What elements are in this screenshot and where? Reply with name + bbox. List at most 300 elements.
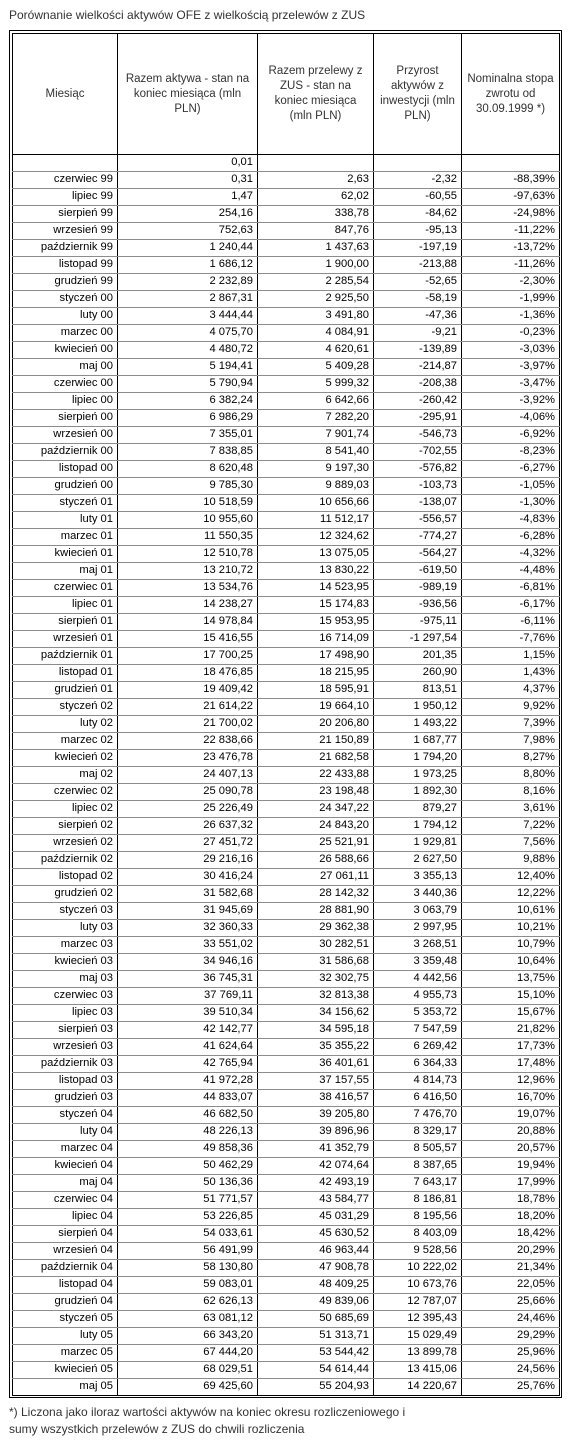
- cell-growth: 4 814,73: [374, 1073, 462, 1090]
- cell-assets: 30 416,24: [118, 869, 258, 886]
- cell-return-rate: -6,92%: [462, 427, 560, 444]
- cell-growth: 12 395,43: [374, 1311, 462, 1328]
- cell-month: sierpień 01: [13, 614, 118, 631]
- cell-transfers: 34 156,62: [258, 1005, 374, 1022]
- col-header-return-rate: Nominalna stopa zwrotu od 30.09.1999 *): [462, 34, 560, 155]
- cell-growth: 1 794,20: [374, 750, 462, 767]
- cell-return-rate: 20,88%: [462, 1124, 560, 1141]
- cell-growth: 10 222,02: [374, 1260, 462, 1277]
- cell-return-rate: 1,43%: [462, 665, 560, 682]
- cell-assets: 21 700,02: [118, 716, 258, 733]
- cell-transfers: 1 437,63: [258, 240, 374, 257]
- cell-growth: -564,27: [374, 546, 462, 563]
- cell-transfers: 25 521,91: [258, 835, 374, 852]
- cell-month: październik 03: [13, 1056, 118, 1073]
- cell-growth: -556,57: [374, 512, 462, 529]
- cell-growth: -47,36: [374, 308, 462, 325]
- cell-month: marzec 05: [13, 1345, 118, 1362]
- cell-assets: 50 136,36: [118, 1175, 258, 1192]
- cell-growth: 6 416,50: [374, 1090, 462, 1107]
- cell-assets: 18 476,85: [118, 665, 258, 682]
- cell-growth: -103,73: [374, 478, 462, 495]
- cell-growth: 2 997,95: [374, 920, 462, 937]
- table-row: [13, 1141, 560, 1158]
- cell-month: marzec 02: [13, 733, 118, 750]
- cell-return-rate: 21,82%: [462, 1022, 560, 1039]
- cell-growth: 8 186,81: [374, 1192, 462, 1209]
- cell-transfers: 53 544,42: [258, 1345, 374, 1362]
- cell-assets: 33 551,02: [118, 937, 258, 954]
- cell-growth: 1 794,12: [374, 818, 462, 835]
- cell-transfers: 21 150,89: [258, 733, 374, 750]
- cell-transfers: 7 282,20: [258, 410, 374, 427]
- cell-growth: 7 476,70: [374, 1107, 462, 1124]
- cell-month: październik 04: [13, 1260, 118, 1277]
- cell-month: wrzesień 01: [13, 631, 118, 648]
- table-row: [13, 1311, 560, 1328]
- cell-assets: 4 075,70: [118, 325, 258, 342]
- table-row: [13, 801, 560, 818]
- table-row: [13, 1124, 560, 1141]
- cell-growth: -213,88: [374, 257, 462, 274]
- cell-return-rate: -0,23%: [462, 325, 560, 342]
- cell-growth: -619,50: [374, 563, 462, 580]
- cell-assets: 24 407,13: [118, 767, 258, 784]
- table-row: [13, 835, 560, 852]
- cell-return-rate: 22,05%: [462, 1277, 560, 1294]
- cell-growth: 1 929,81: [374, 835, 462, 852]
- table-row: [13, 342, 560, 359]
- cell-growth: -576,82: [374, 461, 462, 478]
- table-row: [13, 563, 560, 580]
- cell-transfers: 31 586,68: [258, 954, 374, 971]
- cell-growth: 1 892,30: [374, 784, 462, 801]
- cell-month: wrzesień 99: [13, 223, 118, 240]
- cell-assets: 2 232,89: [118, 274, 258, 291]
- table-row: [13, 257, 560, 274]
- cell-assets: 3 444,44: [118, 308, 258, 325]
- cell-assets: 53 226,85: [118, 1209, 258, 1226]
- table-row: [13, 886, 560, 903]
- cell-growth: -774,27: [374, 529, 462, 546]
- cell-assets: 19 409,42: [118, 682, 258, 699]
- cell-transfers: 21 682,58: [258, 750, 374, 767]
- cell-growth: 13 899,78: [374, 1345, 462, 1362]
- cell-growth: -138,07: [374, 495, 462, 512]
- cell-month: marzec 01: [13, 529, 118, 546]
- table-row: [13, 155, 560, 172]
- table-row: [13, 172, 560, 189]
- cell-month: wrzesień 04: [13, 1243, 118, 1260]
- cell-assets: 7 355,01: [118, 427, 258, 444]
- cell-return-rate: -24,98%: [462, 206, 560, 223]
- table-row: [13, 699, 560, 716]
- cell-assets: 63 081,12: [118, 1311, 258, 1328]
- cell-return-rate: 12,96%: [462, 1073, 560, 1090]
- table-row: [13, 869, 560, 886]
- cell-assets: 15 416,55: [118, 631, 258, 648]
- cell-growth: 1 973,25: [374, 767, 462, 784]
- table-row: [13, 920, 560, 937]
- cell-month: styczeń 05: [13, 1311, 118, 1328]
- cell-growth: -1 297,54: [374, 631, 462, 648]
- cell-return-rate: 7,22%: [462, 818, 560, 835]
- cell-growth: 13 415,06: [374, 1362, 462, 1379]
- cell-growth: 3 063,79: [374, 903, 462, 920]
- cell-assets: 752,63: [118, 223, 258, 240]
- cell-transfers: 9 889,03: [258, 478, 374, 495]
- cell-return-rate: 8,80%: [462, 767, 560, 784]
- cell-growth: 10 673,76: [374, 1277, 462, 1294]
- cell-transfers: 18 595,91: [258, 682, 374, 699]
- cell-assets: 1 240,44: [118, 240, 258, 257]
- cell-return-rate: 15,67%: [462, 1005, 560, 1022]
- cell-return-rate: 10,79%: [462, 937, 560, 954]
- cell-assets: 42 142,77: [118, 1022, 258, 1039]
- cell-month: październik 99: [13, 240, 118, 257]
- cell-month: lipiec 99: [13, 189, 118, 206]
- cell-return-rate: -1,99%: [462, 291, 560, 308]
- cell-month: czerwiec 99: [13, 172, 118, 189]
- cell-month: sierpień 02: [13, 818, 118, 835]
- cell-assets: 25 090,78: [118, 784, 258, 801]
- table-row: [13, 1175, 560, 1192]
- cell-month: luty 01: [13, 512, 118, 529]
- cell-assets: 67 444,20: [118, 1345, 258, 1362]
- cell-month: listopad 00: [13, 461, 118, 478]
- cell-return-rate: 12,22%: [462, 886, 560, 903]
- table-row: [13, 495, 560, 512]
- cell-transfers: 32 302,75: [258, 971, 374, 988]
- table-row: [13, 937, 560, 954]
- cell-return-rate: -4,83%: [462, 512, 560, 529]
- cell-return-rate: -4,48%: [462, 563, 560, 580]
- cell-month: listopad 03: [13, 1073, 118, 1090]
- cell-return-rate: 12,40%: [462, 869, 560, 886]
- table-row: [13, 1158, 560, 1175]
- cell-growth: 3 359,48: [374, 954, 462, 971]
- cell-growth: 8 195,56: [374, 1209, 462, 1226]
- cell-assets: 39 510,34: [118, 1005, 258, 1022]
- table-row: [13, 308, 560, 325]
- cell-month: czerwiec 03: [13, 988, 118, 1005]
- cell-transfers: 15 174,83: [258, 597, 374, 614]
- cell-growth: -139,89: [374, 342, 462, 359]
- cell-growth: 12 787,07: [374, 1294, 462, 1311]
- table-row: [13, 1073, 560, 1090]
- cell-transfers: 338,78: [258, 206, 374, 223]
- cell-month: sierpień 04: [13, 1226, 118, 1243]
- cell-growth: 8 505,57: [374, 1141, 462, 1158]
- cell-growth: -214,87: [374, 359, 462, 376]
- table-row: [13, 478, 560, 495]
- table-row: [13, 682, 560, 699]
- cell-month: kwiecień 03: [13, 954, 118, 971]
- table-row: [13, 1260, 560, 1277]
- cell-month: luty 03: [13, 920, 118, 937]
- cell-growth: 8 403,09: [374, 1226, 462, 1243]
- table-row: [13, 359, 560, 376]
- table-row: [13, 903, 560, 920]
- cell-growth: -546,73: [374, 427, 462, 444]
- cell-assets: 11 550,35: [118, 529, 258, 546]
- cell-growth: -702,55: [374, 444, 462, 461]
- cell-transfers: 24 347,22: [258, 801, 374, 818]
- table-row: [13, 1294, 560, 1311]
- cell-transfers: 5 409,28: [258, 359, 374, 376]
- footnote-line: sumy wszystkich przelewów z ZUS do chwili rozliczenia: [9, 1422, 305, 1436]
- table-row: [13, 1022, 560, 1039]
- cell-growth: 14 220,67: [374, 1379, 462, 1396]
- cell-return-rate: -6,11%: [462, 614, 560, 631]
- cell-transfers: 4 620,61: [258, 342, 374, 359]
- table-row: [13, 631, 560, 648]
- cell-return-rate: 18,42%: [462, 1226, 560, 1243]
- cell-assets: 26 637,32: [118, 818, 258, 835]
- col-header-transfers: Razem przelewy z ZUS - stan na koniec miesiąca (mln PLN): [258, 34, 374, 155]
- cell-assets: 34 946,16: [118, 954, 258, 971]
- cell-assets: 10 518,59: [118, 495, 258, 512]
- cell-return-rate: 17,73%: [462, 1039, 560, 1056]
- cell-assets: 56 491,99: [118, 1243, 258, 1260]
- table-row: [13, 1090, 560, 1107]
- cell-assets: 66 343,20: [118, 1328, 258, 1345]
- cell-growth: -60,55: [374, 189, 462, 206]
- table-row: [13, 223, 560, 240]
- col-header-assets: Razem aktywa - stan na koniec miesiąca (mln PLN): [118, 34, 258, 155]
- cell-transfers: 10 656,66: [258, 495, 374, 512]
- cell-transfers: 27 061,11: [258, 869, 374, 886]
- cell-transfers: 45 630,52: [258, 1226, 374, 1243]
- cell-growth: 1 687,77: [374, 733, 462, 750]
- cell-return-rate: -6,81%: [462, 580, 560, 597]
- cell-month: maj 03: [13, 971, 118, 988]
- cell-assets: 41 624,64: [118, 1039, 258, 1056]
- cell-transfers: 3 491,80: [258, 308, 374, 325]
- table-row: [13, 1362, 560, 1379]
- cell-assets: 7 838,85: [118, 444, 258, 461]
- cell-month: listopad 04: [13, 1277, 118, 1294]
- cell-transfers: 48 409,25: [258, 1277, 374, 1294]
- cell-transfers: 28 881,90: [258, 903, 374, 920]
- cell-transfers: 42 493,19: [258, 1175, 374, 1192]
- table-row: [13, 1192, 560, 1209]
- cell-growth: 8 329,17: [374, 1124, 462, 1141]
- table-row: [13, 529, 560, 546]
- table-row: [13, 648, 560, 665]
- cell-transfers: 38 416,57: [258, 1090, 374, 1107]
- table-row: [13, 1345, 560, 1362]
- table-row: [13, 767, 560, 784]
- footnote: [9, 1404, 405, 1438]
- cell-growth: -52,65: [374, 274, 462, 291]
- cell-return-rate: 20,57%: [462, 1141, 560, 1158]
- cell-transfers: 22 433,88: [258, 767, 374, 784]
- cell-return-rate: 24,56%: [462, 1362, 560, 1379]
- cell-assets: 14 238,27: [118, 597, 258, 614]
- cell-growth: 7 643,17: [374, 1175, 462, 1192]
- cell-return-rate: [462, 155, 560, 172]
- cell-return-rate: -7,76%: [462, 631, 560, 648]
- cell-month: sierpień 99: [13, 206, 118, 223]
- cell-return-rate: -97,63%: [462, 189, 560, 206]
- cell-growth: 7 547,59: [374, 1022, 462, 1039]
- cell-month: styczeń 03: [13, 903, 118, 920]
- cell-growth: -295,91: [374, 410, 462, 427]
- cell-transfers: 19 664,10: [258, 699, 374, 716]
- cell-month: październik 01: [13, 648, 118, 665]
- cell-return-rate: -3,92%: [462, 393, 560, 410]
- table-row: [13, 988, 560, 1005]
- cell-return-rate: -11,22%: [462, 223, 560, 240]
- cell-month: wrzesień 03: [13, 1039, 118, 1056]
- cell-month: czerwiec 04: [13, 1192, 118, 1209]
- cell-transfers: 35 355,22: [258, 1039, 374, 1056]
- table-row: [13, 206, 560, 223]
- table-row: [13, 444, 560, 461]
- cell-assets: 27 451,72: [118, 835, 258, 852]
- table-row: [13, 461, 560, 478]
- cell-transfers: 55 204,93: [258, 1379, 374, 1396]
- cell-return-rate: -6,28%: [462, 529, 560, 546]
- cell-assets: 36 745,31: [118, 971, 258, 988]
- cell-return-rate: 20,29%: [462, 1243, 560, 1260]
- cell-growth: 6 364,33: [374, 1056, 462, 1073]
- table-row: [13, 597, 560, 614]
- cell-return-rate: 25,76%: [462, 1379, 560, 1396]
- cell-transfers: 13 075,05: [258, 546, 374, 563]
- cell-assets: 4 480,72: [118, 342, 258, 359]
- cell-transfers: 847,76: [258, 223, 374, 240]
- cell-month: maj 04: [13, 1175, 118, 1192]
- cell-month: czerwiec 00: [13, 376, 118, 393]
- table-row: [13, 1226, 560, 1243]
- cell-transfers: 8 541,40: [258, 444, 374, 461]
- cell-return-rate: 10,21%: [462, 920, 560, 937]
- cell-growth: 201,35: [374, 648, 462, 665]
- cell-month: styczeń 00: [13, 291, 118, 308]
- cell-assets: 6 382,24: [118, 393, 258, 410]
- cell-transfers: 2,63: [258, 172, 374, 189]
- cell-growth: 1 493,22: [374, 716, 462, 733]
- cell-transfers: 47 908,78: [258, 1260, 374, 1277]
- cell-month: grudzień 00: [13, 478, 118, 495]
- table-row: [13, 1277, 560, 1294]
- cell-month: luty 02: [13, 716, 118, 733]
- cell-growth: -84,62: [374, 206, 462, 223]
- cell-assets: 5 194,41: [118, 359, 258, 376]
- table-row: [13, 1005, 560, 1022]
- cell-return-rate: 16,70%: [462, 1090, 560, 1107]
- table-row: [13, 1328, 560, 1345]
- cell-transfers: 23 198,48: [258, 784, 374, 801]
- cell-growth: 3 268,51: [374, 937, 462, 954]
- table-row: [13, 954, 560, 971]
- cell-return-rate: 13,75%: [462, 971, 560, 988]
- cell-assets: 25 226,49: [118, 801, 258, 818]
- cell-return-rate: -2,30%: [462, 274, 560, 291]
- table-row: [13, 546, 560, 563]
- table-row: [13, 291, 560, 308]
- table-row: [13, 1107, 560, 1124]
- cell-assets: 31 945,69: [118, 903, 258, 920]
- table-row: [13, 1039, 560, 1056]
- cell-assets: 29 216,16: [118, 852, 258, 869]
- cell-assets: 69 425,60: [118, 1379, 258, 1396]
- cell-assets: 42 765,94: [118, 1056, 258, 1073]
- cell-growth: -95,13: [374, 223, 462, 240]
- table-row: [13, 614, 560, 631]
- cell-return-rate: -3,03%: [462, 342, 560, 359]
- cell-assets: 9 785,30: [118, 478, 258, 495]
- cell-transfers: 51 313,71: [258, 1328, 374, 1345]
- cell-return-rate: -11,26%: [462, 257, 560, 274]
- cell-growth: 8 387,65: [374, 1158, 462, 1175]
- cell-return-rate: 7,98%: [462, 733, 560, 750]
- cell-growth: -197,19: [374, 240, 462, 257]
- cell-transfers: 16 714,09: [258, 631, 374, 648]
- cell-growth: 15 029,49: [374, 1328, 462, 1345]
- cell-growth: 9 528,56: [374, 1243, 462, 1260]
- cell-assets: 51 771,57: [118, 1192, 258, 1209]
- cell-month: grudzień 02: [13, 886, 118, 903]
- table-row: [13, 393, 560, 410]
- cell-return-rate: 29,29%: [462, 1328, 560, 1345]
- cell-transfers: 12 324,62: [258, 529, 374, 546]
- cell-growth: -208,38: [374, 376, 462, 393]
- cell-transfers: 13 830,22: [258, 563, 374, 580]
- cell-month: grudzień 99: [13, 274, 118, 291]
- table-row: [13, 325, 560, 342]
- cell-assets: 10 955,60: [118, 512, 258, 529]
- cell-return-rate: 25,96%: [462, 1345, 560, 1362]
- cell-month: listopad 01: [13, 665, 118, 682]
- cell-transfers: 17 498,90: [258, 648, 374, 665]
- cell-month: listopad 02: [13, 869, 118, 886]
- cell-return-rate: -4,06%: [462, 410, 560, 427]
- cell-growth: -2,32: [374, 172, 462, 189]
- cell-transfers: 45 031,29: [258, 1209, 374, 1226]
- cell-transfers: 18 215,95: [258, 665, 374, 682]
- cell-assets: 32 360,33: [118, 920, 258, 937]
- cell-month: maj 00: [13, 359, 118, 376]
- cell-transfers: 49 839,06: [258, 1294, 374, 1311]
- cell-return-rate: -4,32%: [462, 546, 560, 563]
- cell-transfers: 62,02: [258, 189, 374, 206]
- cell-transfers: 37 157,55: [258, 1073, 374, 1090]
- cell-month: wrzesień 00: [13, 427, 118, 444]
- page-title: Porównanie wielkości aktywów OFE z wielkością przelewów z ZUS: [9, 8, 366, 22]
- table-row: [13, 716, 560, 733]
- cell-month: maj 01: [13, 563, 118, 580]
- cell-month: lipiec 02: [13, 801, 118, 818]
- cell-transfers: 36 401,61: [258, 1056, 374, 1073]
- cell-growth: 5 353,72: [374, 1005, 462, 1022]
- cell-transfers: 54 614,44: [258, 1362, 374, 1379]
- cell-return-rate: 3,61%: [462, 801, 560, 818]
- cell-return-rate: -6,17%: [462, 597, 560, 614]
- cell-month: czerwiec 02: [13, 784, 118, 801]
- cell-assets: 1,47: [118, 189, 258, 206]
- cell-return-rate: -1,05%: [462, 478, 560, 495]
- cell-month: marzec 04: [13, 1141, 118, 1158]
- cell-assets: 58 130,80: [118, 1260, 258, 1277]
- cell-month: styczeń 04: [13, 1107, 118, 1124]
- cell-growth: 3 355,13: [374, 869, 462, 886]
- cell-assets: 21 614,22: [118, 699, 258, 716]
- cell-assets: 44 833,07: [118, 1090, 258, 1107]
- cell-return-rate: -1,36%: [462, 308, 560, 325]
